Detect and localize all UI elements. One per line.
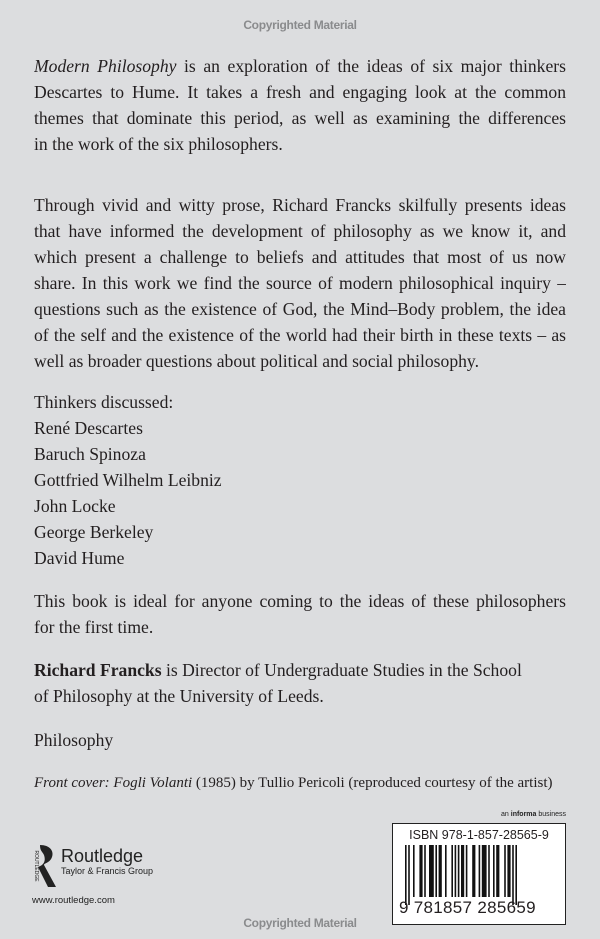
copyright-watermark-bottom: Copyrighted Material <box>243 916 357 930</box>
description-line: well as broader questions about political and social philosophy. <box>34 351 479 371</box>
barcode-bar <box>515 845 517 905</box>
barcode-bar <box>413 845 415 897</box>
audience-line: This book is ideal for anyone coming to the ideas of these philosophers <box>34 591 566 611</box>
thinker-item: George Berkeley <box>34 522 154 542</box>
routledge-logo-icon <box>30 843 60 889</box>
barcode-bar <box>466 845 468 897</box>
informa-business-label: an informa business <box>501 811 566 818</box>
author-bio <box>34 657 566 709</box>
barcode-bar <box>455 845 457 897</box>
subject-label: Philosophy <box>34 730 114 750</box>
isbn-barcode <box>392 823 566 925</box>
thinker-item: Baruch Spinoza <box>34 444 146 464</box>
barcode-digits: 9 781857 285659 <box>399 898 536 917</box>
thinkers-heading: Thinkers discussed: <box>34 392 174 412</box>
author-bio-line: of Philosophy at the University of Leeds. <box>34 686 324 706</box>
isbn-label: ISBN 978-1-857-28565-9 <box>409 828 549 842</box>
intro-line: in the work of the six philosophers. <box>34 134 283 154</box>
audience-line: for the first time. <box>34 617 154 637</box>
credit-text: (1985) by Tullio Pericoli (reproduced courtesy of the artist) <box>192 775 553 791</box>
intro-paragraph <box>34 53 566 157</box>
intro-line: Descartes to Hume. It takes a fresh and engaging look at the common <box>34 82 566 102</box>
description-line: share. In this work we find the source of modern philosophical inquiry – <box>34 273 566 293</box>
description-paragraph <box>34 192 566 374</box>
barcode-bar <box>479 845 481 897</box>
description-line: Through vivid and witty prose, Richard Francks skilfully presents ideas <box>34 195 566 215</box>
thinker-item: Gottfried Wilhelm Leibniz <box>34 470 222 490</box>
book-title: Modern Philosophy <box>34 56 177 76</box>
barcode-bar <box>439 845 442 897</box>
barcode-bars <box>405 845 555 905</box>
barcode-bar <box>424 845 426 897</box>
barcode-bar <box>493 845 495 897</box>
description-line: of the self and the existence of the world had their birth in these texts – as <box>34 325 566 345</box>
intro-line <box>34 53 566 79</box>
barcode-bar <box>512 845 514 905</box>
barcode-bar <box>496 845 499 897</box>
credit-work: Fogli Volanti <box>113 775 193 791</box>
barcode-bar <box>405 845 407 905</box>
description-line: which present a challenge to beliefs and attitudes that most of us now <box>34 247 566 267</box>
barcode-bar <box>488 845 490 897</box>
author-bio-text: is Director of Undergraduate Studies in the School <box>161 660 522 680</box>
barcode-bar <box>458 845 460 897</box>
barcode-bar <box>451 845 453 897</box>
thinkers-list <box>34 389 566 571</box>
thinker-item: John Locke <box>34 496 116 516</box>
thinker-item: René Descartes <box>34 418 143 438</box>
barcode-bar <box>504 845 506 897</box>
copyright-watermark-top: Copyrighted Material <box>243 18 357 32</box>
barcode-bar <box>435 845 437 897</box>
cover-credit <box>34 770 566 796</box>
description-line: that have informed the development of philosophy as we know it, and <box>34 221 566 241</box>
barcode-bar <box>408 845 410 905</box>
barcode-bar <box>429 845 434 897</box>
description-line: questions such as the existence of God, the Mind–Body problem, the idea <box>34 299 566 319</box>
author-name: Richard Francks <box>34 660 162 680</box>
barcode-bar <box>461 845 464 897</box>
audience-paragraph <box>34 588 566 640</box>
publisher-group: Taylor & Francis Group <box>61 866 154 876</box>
publisher-name: Routledge <box>61 846 144 866</box>
barcode-bar <box>482 845 487 897</box>
barcode-bar <box>419 845 422 897</box>
barcode-bar <box>445 845 447 897</box>
intro-text: is an exploration of the ideas of six major thinkers <box>184 56 566 76</box>
barcode-bar <box>472 845 475 897</box>
thinker-item: David Hume <box>34 548 125 568</box>
barcode-bar <box>507 845 510 897</box>
logo-text: ROUTLEDGE <box>33 850 39 882</box>
publisher-url[interactable]: www.routledge.com <box>32 895 115 906</box>
subject-category <box>34 727 566 753</box>
credit-label: Front cover: <box>34 775 114 791</box>
intro-line: themes that dominate this period, as well as examining the differences <box>34 108 566 128</box>
